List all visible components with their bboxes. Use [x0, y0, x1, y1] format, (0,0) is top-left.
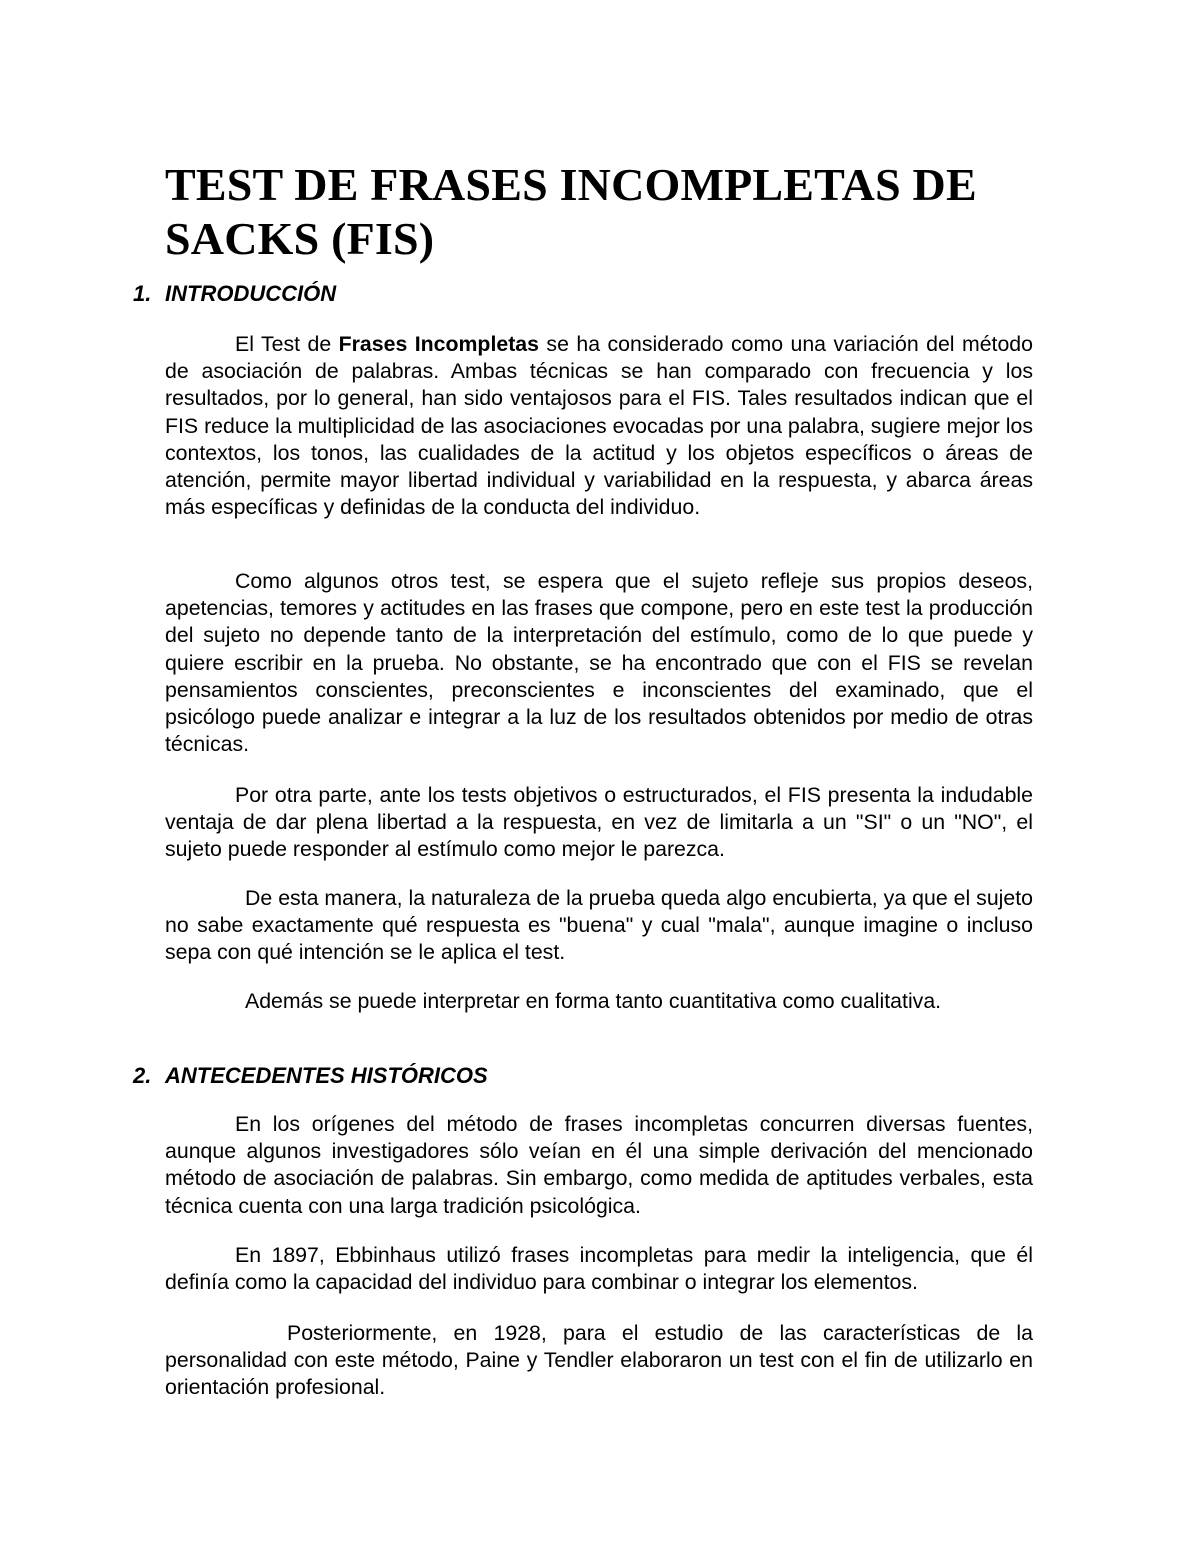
paragraph-text: se ha considerado como una variación del método de asociación de palabras. Ambas técnicas se han comparado con frecuencia y los resultados, por lo general, han sido ventajosos para el FIS. Tales resultados indican que el FIS reduce la multiplicidad de las asociaciones evocadas por una palabra, sugiere mejor los contextos, los tonos, las cualidades de la actitud y los objetos específicos o áreas de atención, permite mayor libertad individual y variabilidad en la respuesta, y abarca áreas más específicas y definidas de la conducta del individuo.	[165, 332, 1033, 520]
section-number: 2.	[133, 1063, 152, 1088]
paragraph: De esta manera, la naturaleza de la prueba queda algo encubierta, ya que el sujeto no sabe exactamente qué respuesta es "buena" y cual "mala", aunque imagine o incluso sepa con qué intención se le aplica el test.	[165, 886, 1033, 965]
paragraph	[165, 331, 1033, 521]
section-title: INTRODUCCIÓN	[165, 281, 337, 306]
paragraph: En los orígenes del método de frases incompletas concurren diversas fuentes, aunque algunos investigadores sólo veían en él una simple derivación del mencionado método de asociación de palabras. Sin embargo, como medida de aptitudes verbales, esta técnica cuenta con una larga tradición psicológica.	[165, 1112, 1033, 1218]
paragraph: Como algunos otros test, se espera que el sujeto refleje sus propios deseos, apetencias, temores y actitudes en las frases que compone, pero en este test la producción del sujeto no depende tanto de la interpretación del estímulo, como de lo que puede y quiere escribir en la prueba. No obstante, se ha encontrado que con el FIS se revelan pensamientos conscientes, preconscientes e inconscientes del examinado, que el psicólogo puede analizar e integrar a la luz de los resultados obtenidos por medio de otras técnicas.	[165, 569, 1033, 757]
paragraph: En 1897, Ebbinhaus utilizó frases incompletas para medir la inteligencia, que él definía como la capacidad del individuo para combinar o integrar los elementos.	[165, 1243, 1033, 1295]
section-title: ANTECEDENTES HISTÓRICOS	[165, 1063, 488, 1088]
section-heading-introduccion	[133, 280, 336, 308]
paragraph: Por otra parte, ante los tests objetivos o estructurados, el FIS presenta la indudable ventaja de dar plena libertad a la respuesta, en vez de limitarla a un "SI" o un "NO", el sujeto puede responder al estímulo como mejor le parezca.	[165, 783, 1033, 862]
bold-term: Frases Incompletas	[338, 332, 539, 356]
document-title: TEST DE FRASES INCOMPLETAS DE SACKS (FIS)	[165, 159, 977, 264]
section-number: 1.	[133, 281, 152, 306]
paragraph: Posteriormente, en 1928, para el estudio de las características de la personalidad con este método, Paine y Tendler elaboraron un test con el fin de utilizarlo en orientación profesional.	[165, 1321, 1033, 1400]
paragraph: Además se puede interpretar en forma tanto cuantitativa como cualitativa.	[245, 989, 942, 1013]
section-heading-antecedentes	[133, 1062, 488, 1090]
paragraph-text: El Test de	[235, 332, 339, 356]
